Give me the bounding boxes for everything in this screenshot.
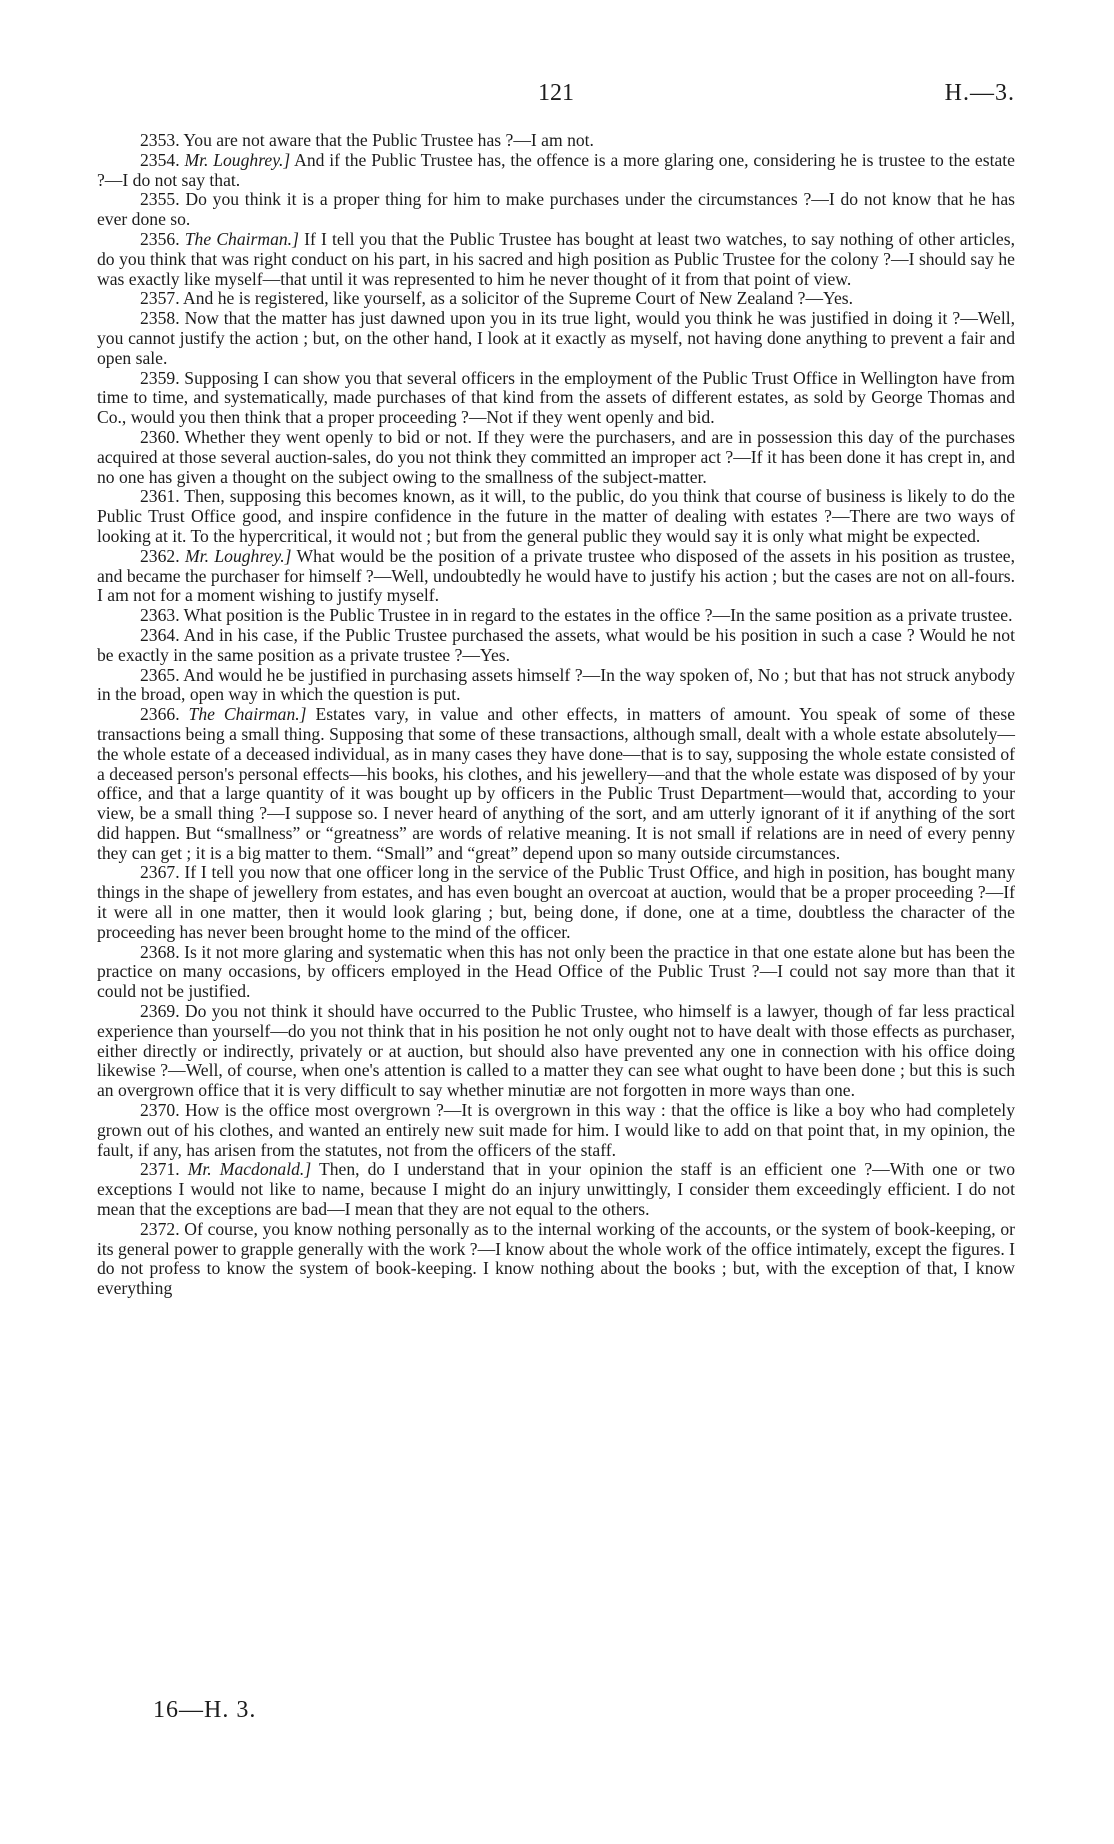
page-number: 121 — [538, 80, 574, 106]
testimony-paragraph — [97, 230, 1015, 289]
testimony-text: And if the Public Trustee has, the offence is a more glaring one, considering he is trustee to the estate ?—I do not say that. — [97, 149, 1015, 190]
question-number: 2361. — [140, 486, 180, 507]
question-number: 2365. — [140, 664, 180, 685]
testimony-paragraph — [97, 606, 1015, 626]
question-number: 2371. — [140, 1159, 180, 1180]
speaker-name: The Chairman.] — [188, 704, 307, 725]
question-number: 2366. — [140, 704, 180, 725]
testimony-paragraph — [97, 626, 1015, 666]
testimony-paragraph — [97, 190, 1015, 230]
question-number: 2364. — [140, 624, 180, 645]
evidence-text — [97, 131, 1015, 1299]
testimony-paragraph — [97, 1220, 1015, 1299]
testimony-paragraph — [97, 863, 1015, 942]
testimony-paragraph — [97, 151, 1015, 191]
testimony-text: Is it not more glaring and systematic when this has not only been the practice in that one estate alone but has been the practice on many occasions, by officers employed in the Head Office of the Public Trust ?—I could not say more than that it could not be justified. — [97, 941, 1015, 1002]
speaker-name: Mr. Loughrey.] — [184, 149, 291, 170]
speaker-name: The Chairman.] — [184, 228, 299, 249]
testimony-text: And he is registered, like yourself, as a solicitor of the Supreme Court of New Zealand ?—Yes. — [179, 288, 854, 309]
testimony-text: Now that the matter has just dawned upon you in its true light, would you think he was justified in doing it ?—Well, you cannot justify the action ; but, on the other hand, I look at it exactly as myself, not having done anything to prevent a fair and open sale. — [97, 308, 1015, 368]
testimony-text: You are not aware that the Public Trustee has ?—I am not. — [179, 130, 594, 150]
testimony-paragraph — [97, 666, 1015, 706]
testimony-text: What would be the position of a private trustee who disposed of the assets in his position as trustee, and became the purchaser for himself ?—Well, undoubtedly he would have to justify his action ; but the cases are not on all-fours. I am not for a moment wishing to justify myself. — [97, 545, 1015, 606]
question-number: 2355. — [140, 189, 180, 210]
testimony-text: Then, do I understand that in your opinion the staff is an efficient one ?—With one or two exceptions I would not like to name, because I might do an injury unwittingly, I consider them exceedingly efficient. I do not mean that the exceptions are bad—I mean that they are not equal to the others. — [97, 1159, 1015, 1220]
testimony-text: If I tell you that the Public Trustee has bought at least two watches, to say nothing of other articles, do you think that was right conduct on his part, in his sacred and high position as Public Trustee for the colony ?—I should say he was exactly like myself—that until it was represented to him he never thought of it from that point of view. — [97, 228, 1015, 289]
testimony-text: And in his case, if the Public Trustee purchased the assets, what would be his position in such a case ? Would he not be exactly in the same position as a private trustee ?—Yes. — [97, 624, 1015, 665]
question-number: 2369. — [140, 1001, 180, 1022]
question-number: 2370. — [140, 1100, 180, 1121]
testimony-text: Do you think it is a proper thing for him to make purchases under the circumstances ?—I do not know that he has ever done so. — [97, 189, 1015, 230]
speaker-name: Mr. Macdonald.] — [187, 1159, 312, 1180]
testimony-paragraph — [97, 487, 1015, 546]
speaker-name: Mr. Loughrey.] — [185, 545, 292, 566]
testimony-text: Estates vary, in value and other effects, in matters of amount. You speak of some of these transactions being a small thing. Supposing that some of these transactions, although small, dealt with a whole estate absolutely—the whole estate of a deceased individual, as in many cases they have done—that is to say, supposing the whole estate consisted of a deceased person's personal effects—his books, his clothes, and his jewellery—and that the whole estate was disposed of by your office, and that a large quantity of it was bought up by officers in the Public Trust Department—would that, according to your view, be a small thing ?—I suppose so. I never heard of anything of the sort, and am utterly ignorant of it if anything of the sort did happen. But “smallness” or “greatness” are words of relative meaning. It is not small if relations are in need of every penny they can get ; it is a big matter to them. “Small” and “great” depend upon so many outside circumstances. — [97, 704, 1016, 863]
question-number: 2367. — [140, 862, 180, 883]
question-number: 2359. — [140, 367, 180, 388]
testimony-text: Of course, you know nothing personally as to the internal working of the accounts, or the system of book-keeping, or its general power to grapple generally with the work ?—I know about the whole work of the office intimately, except the figures. I do not profess to know the system of book-keeping. I know nothing about the books ; but, with the exception of that, I know everything — [97, 1218, 1016, 1299]
testimony-paragraph — [97, 309, 1015, 368]
testimony-paragraph — [97, 705, 1015, 863]
testimony-paragraph — [97, 547, 1015, 606]
testimony-paragraph — [97, 428, 1015, 487]
testimony-paragraph — [97, 369, 1015, 428]
testimony-paragraph — [97, 1101, 1015, 1160]
question-number: 2353. — [140, 130, 180, 150]
question-number: 2357. — [140, 288, 180, 309]
testimony-text: If I tell you now that one officer long in the service of the Public Trust Office, and high in position, has bought many things in the shape of jewellery from estates, and has even bought an overcoat at auction, would that be a proper proceeding ?—If it were all in one matter, then it would look glaring ; but, being done, if done, one at a time, doubtless the character of the proceeding has never been brought home to the mind of the officer. — [97, 862, 1015, 942]
testimony-text: And would he be justified in purchasing assets himself ?—In the way spoken of, No ; but that has not struck anybody in the broad, open way in which the question is put. — [97, 664, 1015, 705]
question-number: 2356. — [140, 228, 180, 249]
printer-signature: 16—H. 3. — [153, 1697, 257, 1723]
testimony-paragraph — [97, 131, 1015, 151]
document-reference: H.—3. — [944, 80, 1015, 106]
testimony-text: How is the office most overgrown ?—It is overgrown in this way : that the office is like a boy who had completely grown out of his clothes, and wanted an entirely new suit made for him. I would like to add on that point that, in my opinion, the fault, if any, has arisen from the statutes, not from the officers of the staff. — [97, 1100, 1015, 1160]
testimony-paragraph — [97, 943, 1015, 1002]
question-number: 2360. — [140, 426, 180, 447]
testimony-paragraph — [97, 289, 1015, 309]
testimony-paragraph — [97, 1160, 1015, 1219]
question-number: 2363. — [140, 605, 180, 626]
question-number: 2372. — [140, 1218, 180, 1239]
question-number: 2362. — [140, 545, 180, 566]
question-number: 2368. — [140, 941, 180, 962]
question-number: 2358. — [140, 308, 180, 329]
testimony-text: Supposing I can show you that several officers in the employment of the Public Trust Office in Wellington have from time to time, and systematically, made purchases of that kind from the assets of different estates, as sold by George Thomas and Co., would you then think that a proper proceeding ?—Not if they went openly and bid. — [97, 367, 1015, 428]
testimony-paragraph — [97, 1002, 1015, 1101]
question-number: 2354. — [140, 149, 180, 170]
testimony-text: Do you not think it should have occurred to the Public Trustee, who himself is a lawyer, though of far less practical experience than yourself—do you not think that in his position he not only ought not to have dealt with those effects as purchaser, either directly or indirectly, privately or at auction, but should also have prevented any one in connection with his office doing likewise ?—Well, of course, when one's attention is called to a matter they can see what ought to have been done ; but this is such an overgrown office that it is very difficult to say whether minutiæ are not forgotten in more ways than one. — [97, 1001, 1015, 1101]
page-header — [97, 80, 1015, 116]
testimony-text: Then, supposing this becomes known, as it will, to the public, do you think that course of business is likely to do the Public Trust Office good, and inspire confidence in the future in the matter of dealing with estates ?—There are two ways of looking at it. To the hypercritical, it would not ; but from the general public they would say it is only what might be expected. — [97, 486, 1015, 546]
testimony-text: Whether they went openly to bid or not. If they were the purchasers, and are in possession this day of the purchases acquired at those several auction-sales, do you not think they committed an improper act ?—If it has been done it has crept in, and no one has given a thought on the subject owing to the smallness of the subject-matter. — [97, 426, 1015, 487]
testimony-text: What position is the Public Trustee in in regard to the estates in the office ?—In the same position as a private trustee. — [179, 605, 1013, 626]
